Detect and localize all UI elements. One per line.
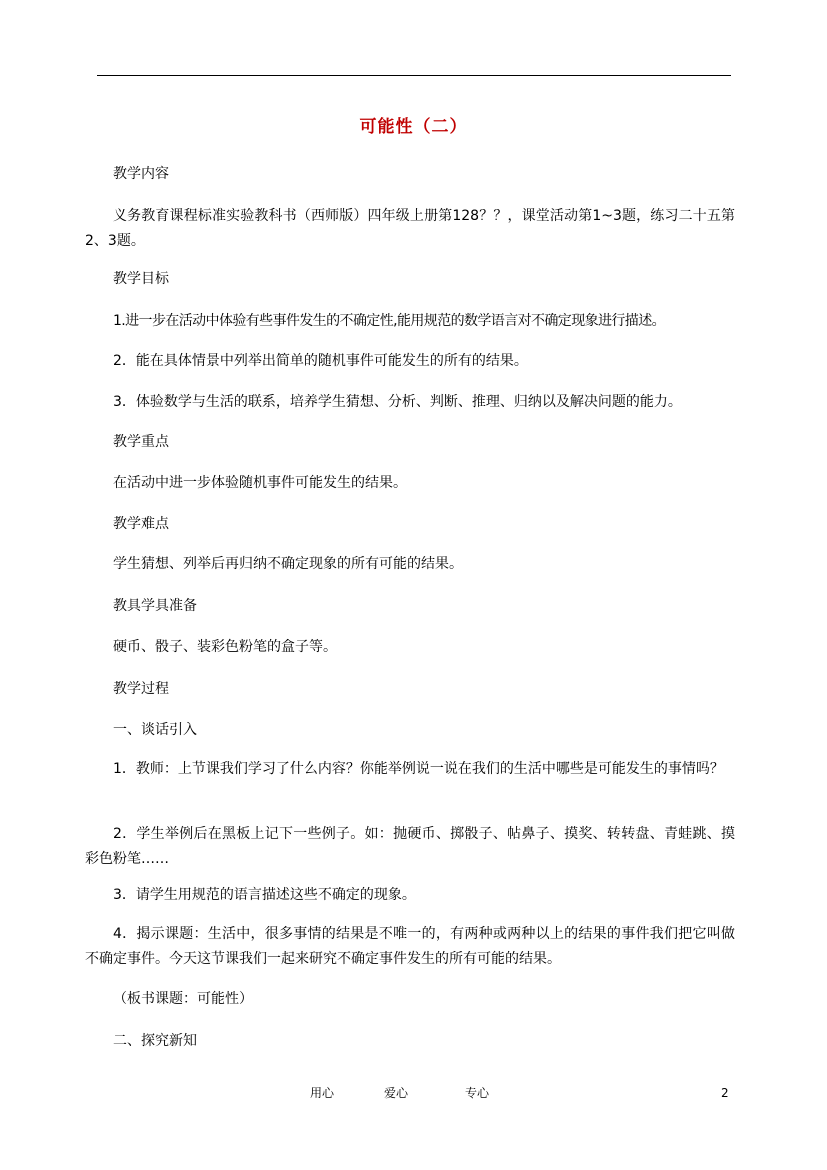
footer-left: 用心: [310, 1086, 335, 1100]
paragraph-difficulty: 学生猜想、列举后再归纳不确定现象的所有可能的结果。: [113, 556, 463, 572]
goal-item-1: 1.进一步在活动中体验有些事件发生的不确定性,能用规范的数学语言对不确定现象进行描述。: [113, 313, 666, 329]
process-item-4: 4．揭示课题：生活中，很多事情的结果是不唯一的，有两种或两种以上的结果的事件我们把它叫做不确定事件。今天这节课我们一起来研究不确定事件发生的所有可能的结果。: [85, 926, 735, 967]
footer-right: 专心: [465, 1086, 490, 1100]
goal-item-2: 2．能在具体情景中列举出简单的随机事件可能发生的所有的结果。: [113, 353, 528, 369]
section-heading-process: 教学过程: [113, 681, 169, 697]
footer-middle: 爱心: [384, 1086, 409, 1100]
process-item-3: 3．请学生用规范的语言描述这些不确定的现象。: [113, 887, 416, 903]
section-heading-content: 教学内容: [113, 166, 169, 182]
document-title: 可能性（二）: [359, 117, 468, 137]
page-number: 2: [721, 1086, 729, 1100]
section-heading-difficulty: 教学难点: [113, 516, 169, 532]
board-note: （板书课题：可能性）: [113, 991, 253, 1007]
process-item-1: 1．教师：上节课我们学习了什么内容？你能举例说一说在我们的生活中哪些是可能发生的事情吗？: [113, 761, 724, 777]
paragraph-textbook: 义务教育课程标准实验教科书（西师版）四年级上册第128？？，课堂活动第1~3题，练习二十五第2、3题。: [85, 208, 735, 249]
goal-item-3: 3．体验数学与生活的联系，培养学生猜想、分析、判断、推理、归纳以及解决问题的能力。: [113, 394, 682, 410]
process-item-2: 2．学生举例后在黑板上记下一些例子。如：抛硬币、掷骰子、帖鼻子、摸奖、转转盘、青蛙跳、摸彩色粉笔……: [85, 826, 735, 867]
subsection-heading-intro: 一、谈话引入: [113, 722, 197, 738]
paragraph-materials: 硬币、骰子、装彩色粉笔的盒子等。: [113, 639, 337, 655]
subsection-heading-explore: 二、探究新知: [113, 1033, 197, 1049]
paragraph-focus: 在活动中进一步体验随机事件可能发生的结果。: [113, 475, 407, 491]
section-heading-materials: 教具学具准备: [113, 598, 197, 614]
section-heading-focus: 教学重点: [113, 434, 169, 450]
header-rule: [97, 75, 731, 76]
section-heading-goals: 教学目标: [113, 271, 169, 287]
